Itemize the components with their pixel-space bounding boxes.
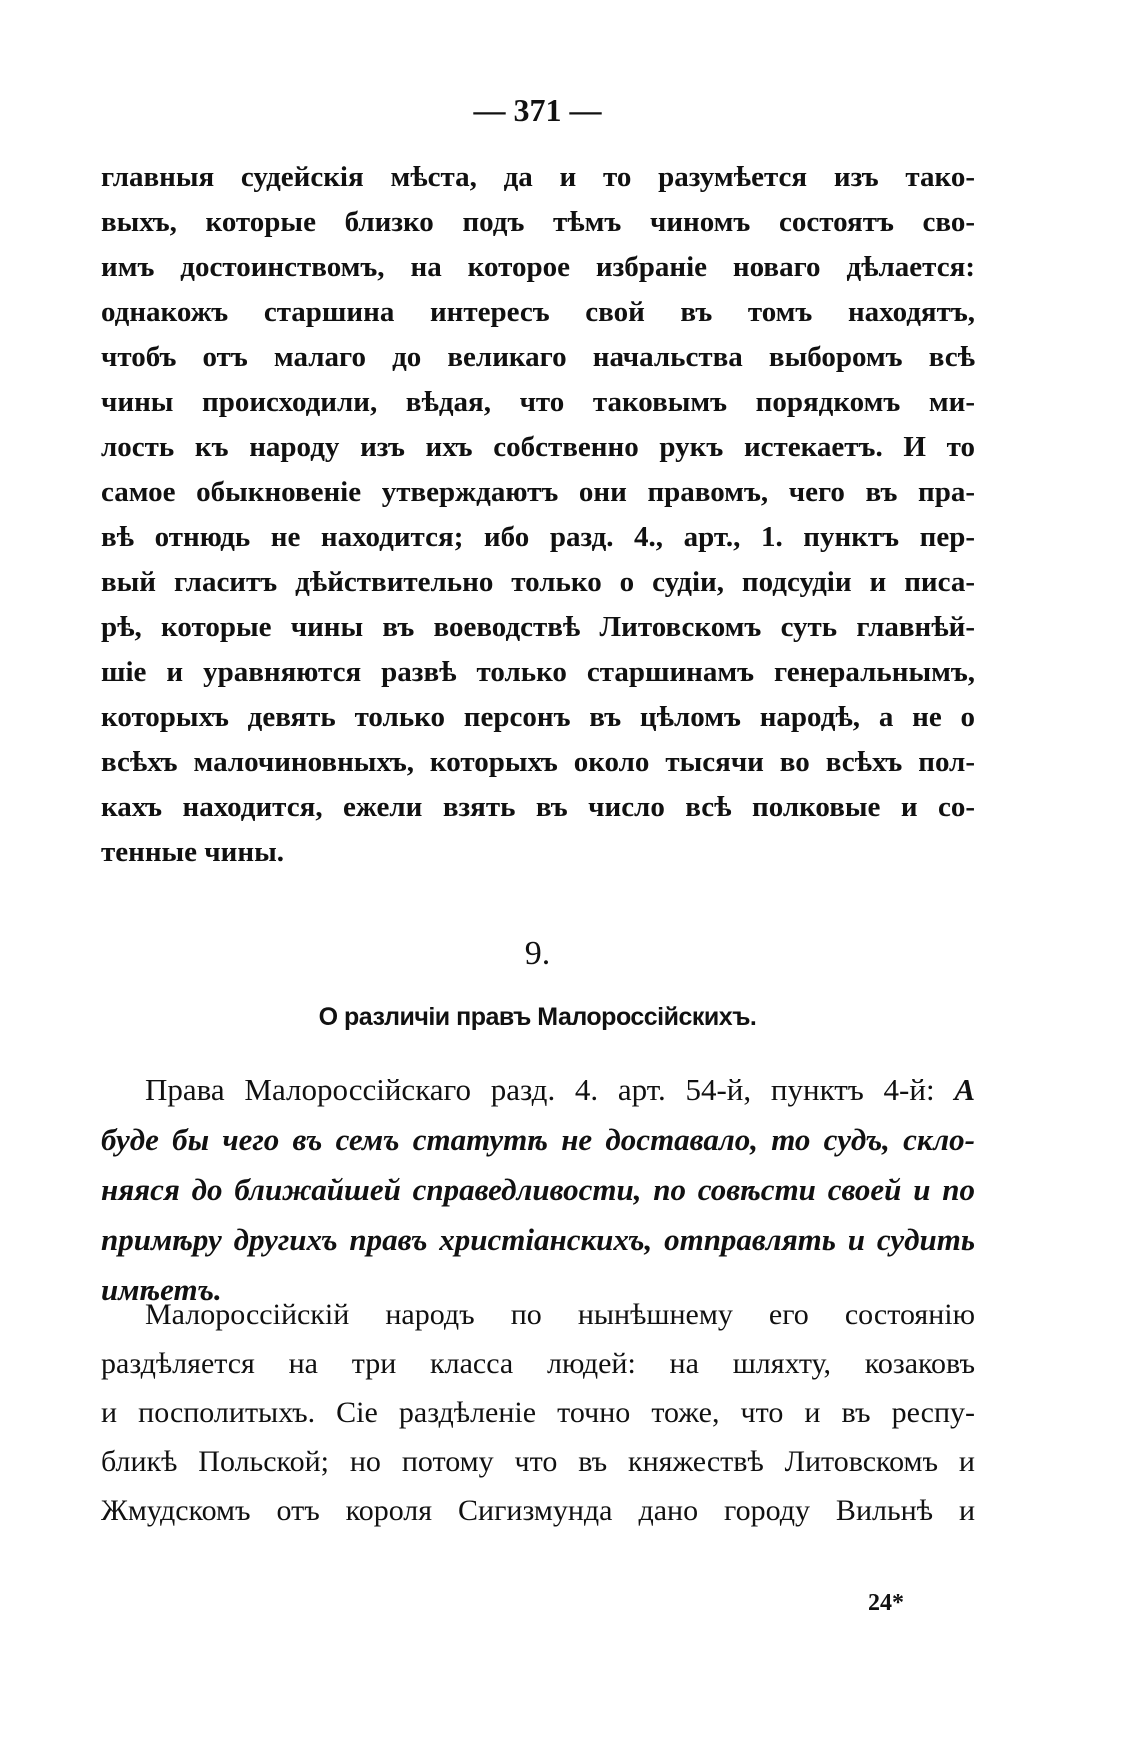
text-line: вѣ отнюдь не находится; ибо разд. 4., арт., 1. пунктъ пер- <box>101 521 975 553</box>
text-line: самое обыкновеніе утверждаютъ они правомъ, чего въ пра- <box>101 476 975 508</box>
text-line: кахъ находится, ежели взять въ число всѣ полковые и со- <box>101 791 975 823</box>
text-line <box>101 1065 975 1115</box>
text-line: раздѣляется на три класса людей: на шляхту, козаковъ <box>101 1347 975 1380</box>
text-line: всѣхъ малочиновныхъ, которыхъ около тысячи во всѣхъ пол- <box>101 746 975 778</box>
lead-text: Права Малороссійскаго разд. 4. арт. 54-й, пунктъ 4-й: <box>145 1072 935 1107</box>
quote-line: имѣетъ. <box>101 1272 222 1307</box>
text-line: чины происходили, вѣдая, что таковымъ порядкомъ ми- <box>101 386 975 418</box>
quote-line: буде бы чего въ семъ статутѣ не доставало, то судъ, скло- <box>101 1122 975 1157</box>
signature-mark: 24* <box>868 1590 904 1616</box>
text-line: вый гласитъ дѣйствительно только о судіи, подсудіи и писа- <box>101 566 975 598</box>
quote-line: примѣру другихъ правъ христіанскихъ, отправлять и судить <box>101 1222 975 1257</box>
text-line: выхъ, которые близко подъ тѣмъ чиномъ состоятъ сво- <box>101 206 975 238</box>
text-line: бликѣ Польской; но потому что въ княжествѣ Литовскомъ и <box>101 1445 975 1478</box>
text-line: лость къ народу изъ ихъ собственно рукъ истекаетъ. И то <box>101 431 975 463</box>
text-line: однакожъ старшина интересъ свой въ томъ находятъ, <box>101 296 975 328</box>
text-line: шіе и уравняются развѣ только старшинамъ генеральнымъ, <box>101 656 975 688</box>
paragraph-classes <box>101 1290 975 1535</box>
page-number: — 371 — <box>473 92 602 128</box>
section-title: О различіи правъ Малороссійскихъ. <box>318 1003 757 1031</box>
text-line: главныя судейскія мѣста, да и то разумѣется изъ тако- <box>101 161 975 193</box>
quote-line: няяся до ближайшей справедливости, по совѣсти своей и по <box>101 1172 975 1207</box>
paragraph-statute-quote <box>101 1065 975 1315</box>
quote-start: А <box>954 1072 975 1107</box>
text-line: Жмудскомъ отъ короля Сигизмунда дано городу Вильнѣ и <box>101 1494 975 1527</box>
text-line: Малороссійскій народъ по нынѣшнему его состоянію <box>145 1298 975 1331</box>
text-line: тенные чины. <box>101 836 284 868</box>
text-line: и посполитыхъ. Сіе раздѣленіе точно тоже, что и въ респу- <box>101 1396 975 1429</box>
text-line: рѣ, которые чины въ воеводствѣ Литовскомъ суть главнѣй- <box>101 611 975 643</box>
paragraph-continued <box>101 155 975 875</box>
section-number: 9. <box>524 935 551 972</box>
text-line: чтобъ отъ малаго до великаго начальства выборомъ всѣ <box>101 341 975 373</box>
text-line: имъ достоинствомъ, на которое избраніе новаго дѣлается: <box>101 251 975 283</box>
text-line: которыхъ девять только персонъ въ цѣломъ народѣ, а не о <box>101 701 975 733</box>
